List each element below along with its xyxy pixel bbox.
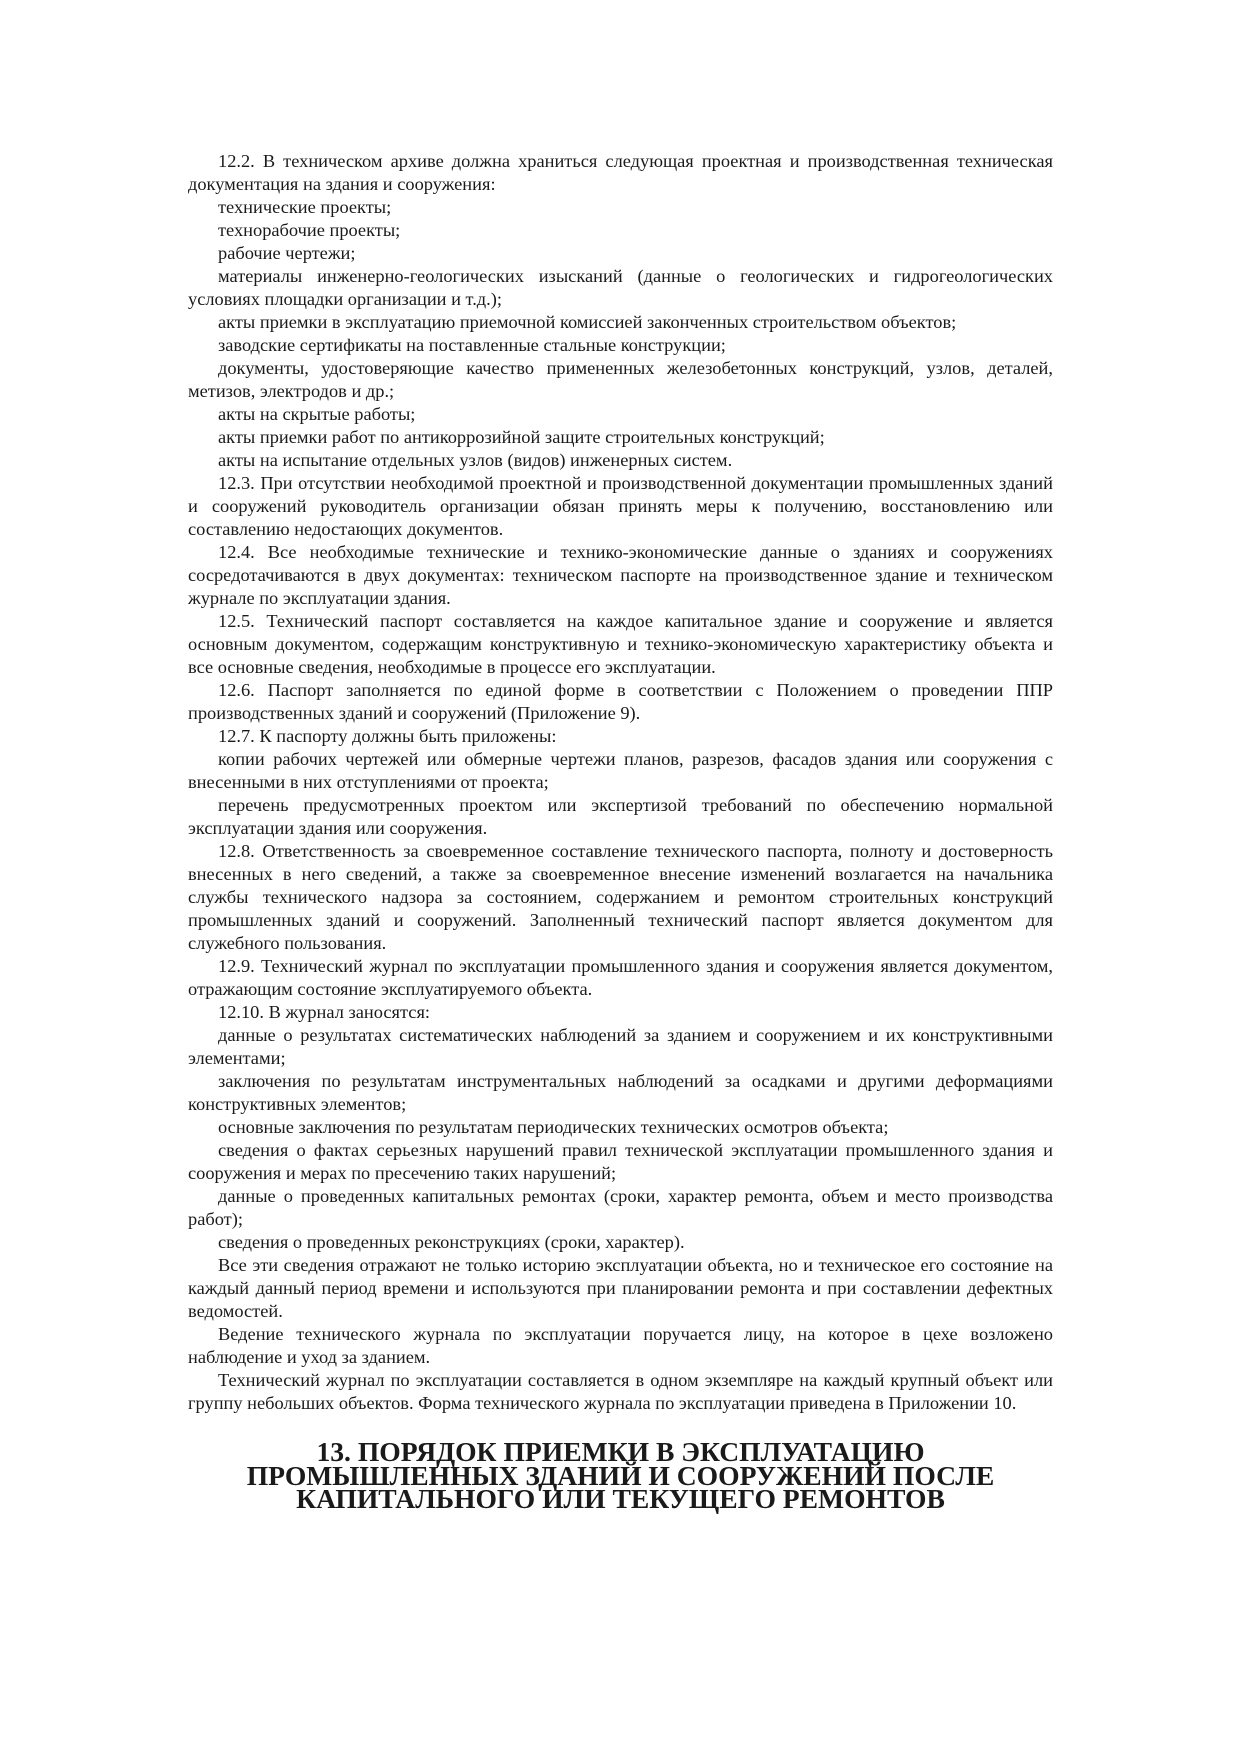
list-item: акты приемки в эксплуатацию приемочной комиссией законченных строительством объектов; xyxy=(218,312,957,332)
list-item: данные о проведенных капитальных ремонтах (сроки, характер ремонта, объем и место производства работ); xyxy=(188,1186,1053,1229)
list-item: основные заключения по результатам периодических технических осмотров объекта; xyxy=(218,1117,889,1137)
list-item: акты на испытание отдельных узлов (видов) инженерных систем. xyxy=(218,450,733,470)
paragraph-12-8: 12.8. Ответственность за своевременное составление технического паспорта, полноту и достоверность внесенных в него сведений, а также за своевременное внесение изменений возлагается на начальника службы технического надзора за состоянием, содержанием и ремонтом строительных конструкций промышленных зданий и сооружений. Заполненный технический паспорт является документом для служебного пользования. xyxy=(188,841,1053,953)
section-heading xyxy=(188,1436,1053,1514)
list-item: данные о результатах систематических наблюдений за зданием и сооружением и их конструктивными элементами; xyxy=(188,1025,1053,1068)
list-item: сведения о фактах серьезных нарушений правил технической эксплуатации промышленного здания и сооружения и мерах по пресечению таких нарушений; xyxy=(188,1140,1053,1183)
list-item: заводские сертификаты на поставленные стальные конструкции; xyxy=(218,335,726,355)
heading-line: КАПИТАЛЬНОГО ИЛИ ТЕКУЩЕГО РЕМОНТОВ xyxy=(296,1483,945,1514)
document-page xyxy=(188,150,1053,1514)
paragraph-12-3: 12.3. При отсутствии необходимой проектной и производственной документации промышленных зданий и сооружений руководитель организации обязан принять меры к получению, восстановлению или составлению недостающих документов. xyxy=(188,473,1053,539)
paragraph-12-10: 12.10. В журнал заносятся: xyxy=(218,1002,431,1022)
paragraph-12-2: 12.2. В техническом архиве должна храниться следующая проектная и производственная техническая документация на здания и сооружения: xyxy=(188,151,1053,194)
paragraph-12-7: 12.7. К паспорту должны быть приложены: xyxy=(218,726,557,746)
list-item: сведения о проведенных реконструкциях (сроки, характер). xyxy=(218,1232,685,1252)
heading-line: ПРОМЫШЛЕННЫХ ЗДАНИЙ И СООРУЖЕНИЙ ПОСЛЕ xyxy=(246,1459,995,1491)
body-paragraph: Технический журнал по эксплуатации составляется в одном экземпляре на каждый крупный объект или группу небольших объектов. Форма технического журнала по эксплуатации приведена в Приложении 10. xyxy=(188,1370,1053,1413)
body-paragraph: Все эти сведения отражают не только историю эксплуатации объекта, но и техническое его состояние на каждый данный период времени и используются при планировании ремонта и при составлении дефектных ведомостей. xyxy=(188,1255,1053,1321)
list-item: акты приемки работ по антикоррозийной защите строительных конструкций; xyxy=(218,427,825,447)
paragraph-12-4: 12.4. Все необходимые технические и технико-экономические данные о зданиях и сооружениях сосредотачиваются в двух документах: техническом паспорте на производственное здание и техническом журнале по эксплуатации здания. xyxy=(188,542,1053,608)
body-paragraph: Ведение технического журнала по эксплуатации поручается лицу, на которое в цехе возложено наблюдение и уход за зданием. xyxy=(188,1324,1053,1367)
list-item: материалы инженерно-геологических изысканий (данные о геологических и гидрогеологических условиях площадки организации и т.д.); xyxy=(188,266,1053,309)
paragraph-12-5: 12.5. Технический паспорт составляется на каждое капитальное здание и сооружение и является основным документом, содержащим конструктивную и технико-экономическую характеристику объекта и все основные сведения, необходимые в процессе его эксплуатации. xyxy=(188,611,1053,677)
list-item: заключения по результатам инструментальных наблюдений за осадками и другими деформациями конструктивных элементов; xyxy=(188,1071,1053,1114)
paragraph-12-6: 12.6. Паспорт заполняется по единой форме в соответствии с Положением о проведении ППР производственных зданий и сооружений (Приложение 9). xyxy=(188,680,1053,723)
list-item: технорабочие проекты; xyxy=(218,220,401,240)
list-item: документы, удостоверяющие качество примененных железобетонных конструкций, узлов, деталей, метизов, электродов и др.; xyxy=(188,358,1053,401)
list-item: акты на скрытые работы; xyxy=(218,404,416,424)
list-item: копии рабочих чертежей или обмерные чертежи планов, разрезов, фасадов здания или сооружения с внесенными в них отступлениями от проекта; xyxy=(188,749,1053,792)
list-item: перечень предусмотренных проектом или экспертизой требований по обеспечению нормальной эксплуатации здания или сооружения. xyxy=(188,795,1053,838)
paragraph-12-9: 12.9. Технический журнал по эксплуатации промышленного здания и сооружения является документом, отражающим состояние эксплуатируемого объекта. xyxy=(188,956,1053,999)
heading-line: 13. ПОРЯДОК ПРИЕМКИ В ЭКСПЛУАТАЦИЮ xyxy=(316,1436,925,1467)
list-item: рабочие чертежи; xyxy=(218,243,356,263)
list-item: технические проекты; xyxy=(218,197,392,217)
